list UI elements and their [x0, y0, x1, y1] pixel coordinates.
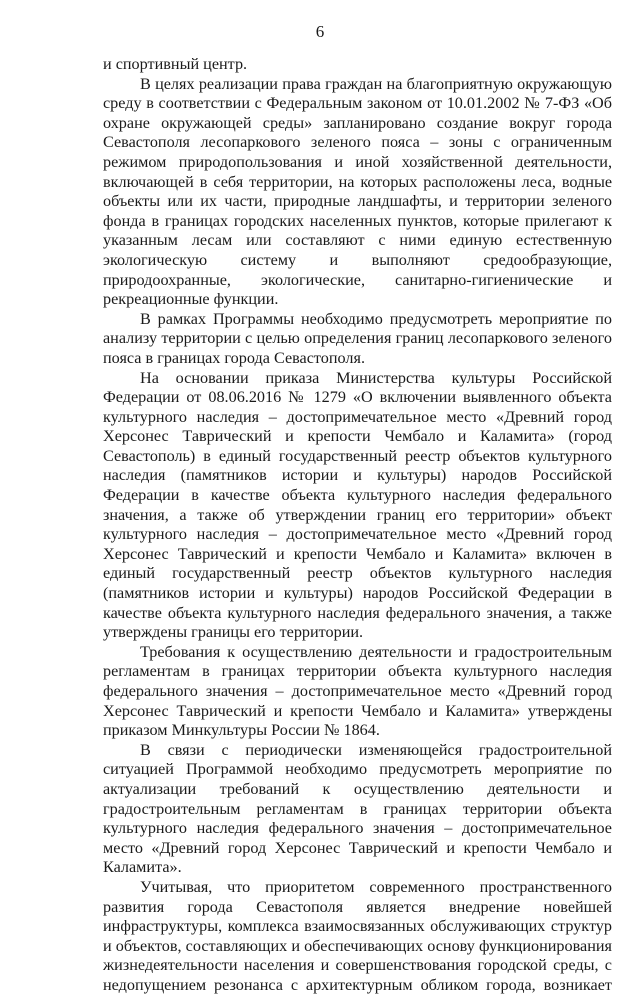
paragraph-ministry-order: На основании приказа Министерства культуры Российской Федерации от 08.06.2016 № 1279 «О включении выявленного объекта культурного наследия – достопримечательное место «Древний город Херсонес Таврический и крепости Чембало и Каламита» (город Севастополь) в единый государственный реестр объектов культурного наследия (памятников истории и культуры) народов Российской Федерации в качестве объекта культурного наследия федерального значения, а также об утверждении границ его территории» объект культурного наследия – достопримечательное место «Древний город Херсонес Таврический и крепости Чембало и Каламита» включен в единый государственный реестр объектов культурного наследия (памятников истории и культуры) народов Российской Федерации в качестве объекта культурного наследия федерального значения, а также утверждены границы его территории.: [103, 368, 612, 642]
paragraph-green-belt: В целях реализации права граждан на благоприятную окружающую среду в соответствии с Федеральным законом от 10.01.2002 № 7-ФЗ «Об охране окружающей среды» запланировано создание вокруг города Севастополя лесопаркового зеленого пояса – зоны с ограниченным режимом природопользования и иной хозяйственной деятельности, включающей в себя территории, на которых расположены леса, водные объекты или их части, природные ландшафты, и территории зеленого фонда в границах городских населенных пунктов, которые прилегают к указанным лесам или составляют с ними единую естественную экологическую систему и выполняют средообразующие, природоохранные, экологические, санитарно-гигиенические и рекреационные функции.: [103, 74, 612, 309]
paragraph-spatial-development: Учитывая, что приоритетом современного пространственного развития города Севастополя является внедрение новейшей инфраструктуры, комплекса взаимосвязанных обслуживающих структур и объектов, составляющих и обеспечивающих основу функционирования жизнедеятельности населения и совершенствования городской среды, с недопущением резонанса с архитектурным обликом города, возникает: [103, 877, 612, 994]
document-body: [103, 55, 612, 996]
paragraph-requirements: Требования к осуществлению деятельности и градостроительным регламентам в границах территории объекта культурного наследия федерального значения – достопримечательное место «Древний город Херсонес Таврический и крепости Чембало и Каламита» утверждены приказом Минкультуры России № 1864.: [103, 642, 612, 740]
page-number: 6: [315, 22, 325, 41]
paragraph-urban-situation: В связи с периодически изменяющейся градостроительной ситуацией Программой необходимо предусмотреть мероприятие по актуализации требований к осуществлению деятельности и градостроительным регламентам в границах территории объекта культурного наследия федерального значения – достопримечательное место «Древний город Херсонес Таврический и крепости Чембало и Каламита».: [103, 740, 612, 877]
paragraph-program-measure: В рамках Программы необходимо предусмотреть мероприятие по анализу территории с целью определения границ лесопаркового зеленого пояса в границах города Севастополя.: [103, 309, 612, 367]
paragraph-continuation: и спортивный центр.: [103, 55, 248, 73]
